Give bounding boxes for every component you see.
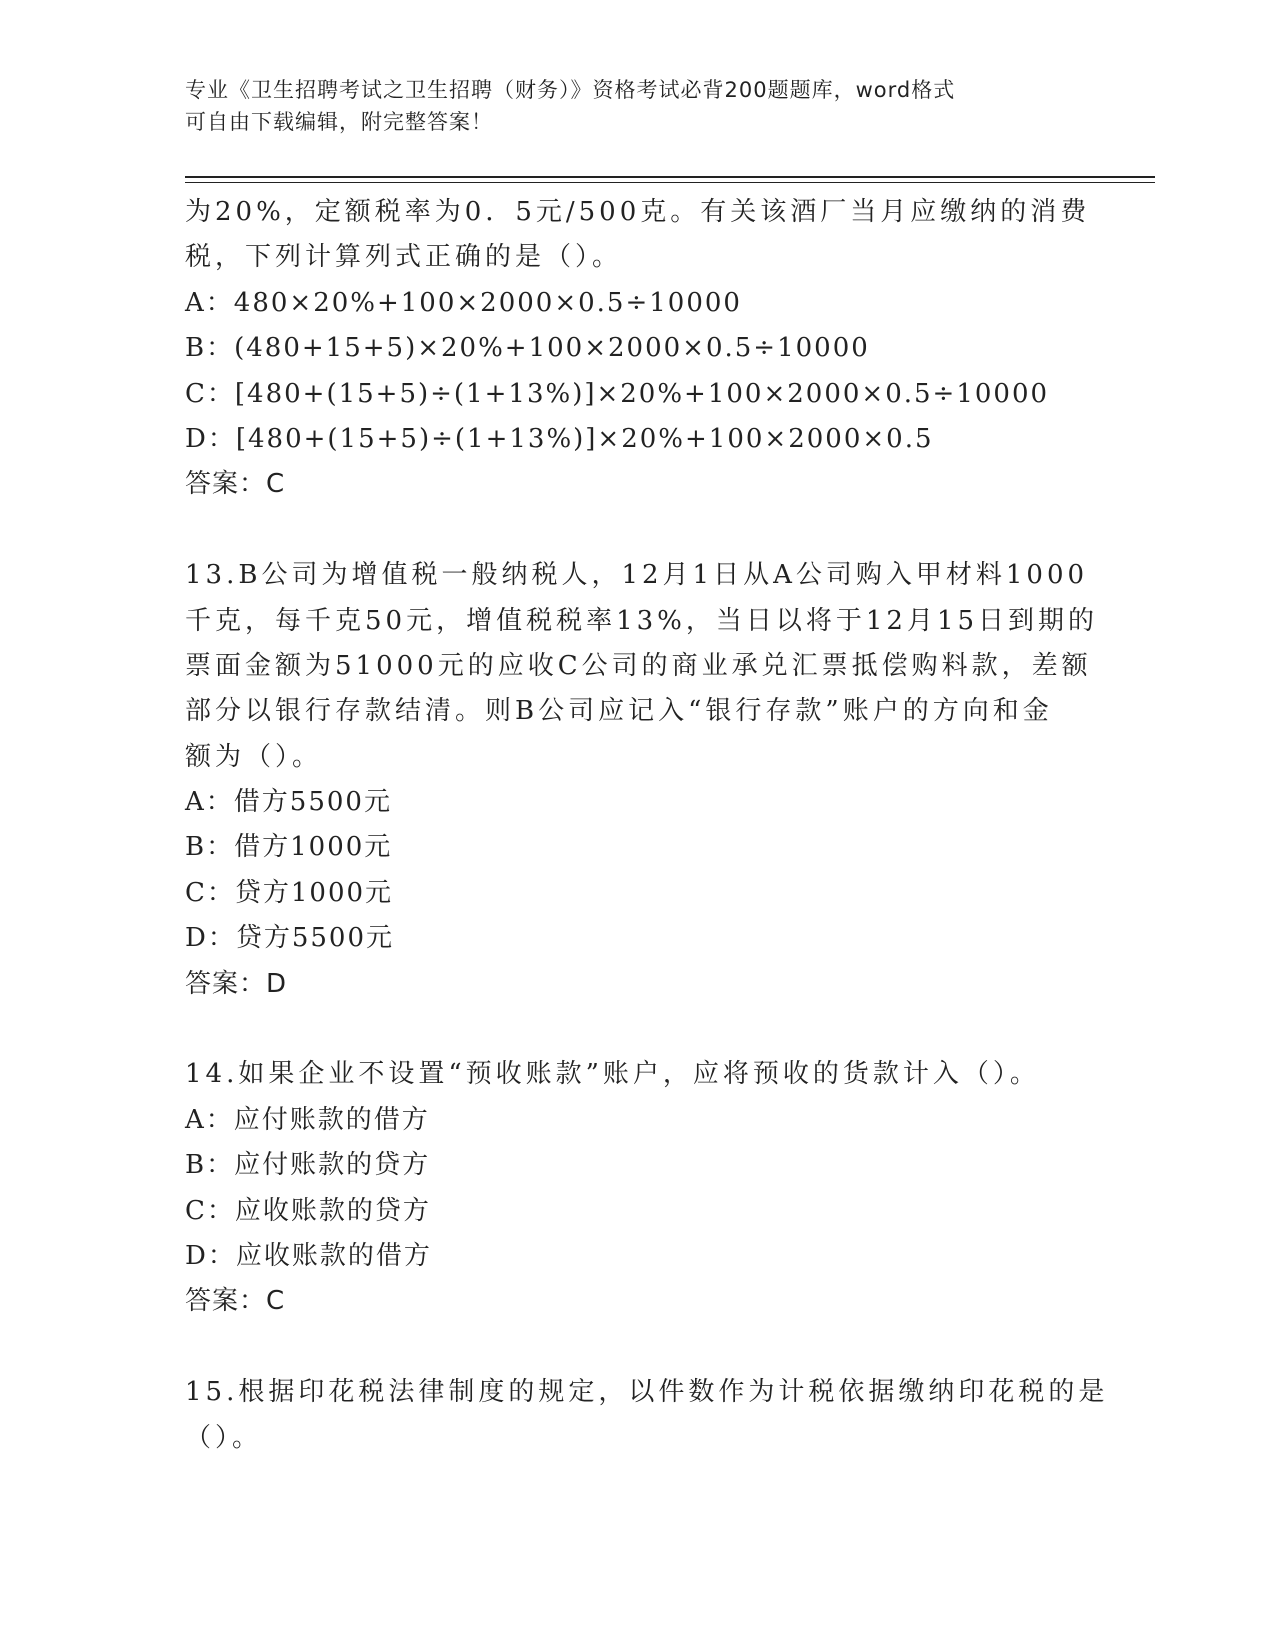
option-c: C：贷方1000元	[185, 877, 394, 908]
header-divider-thick	[185, 176, 1155, 178]
question-stem-line: 为20%，定额税率为0．5元/500克。有关该酒厂当月应缴纳的消费	[185, 197, 1091, 227]
question-spacer	[185, 508, 1085, 553]
question-spacer	[185, 1007, 1085, 1052]
question-stem-line: 票面金额为51000元的应收C公司的商业承兑汇票抵偿购料款，差额	[185, 650, 1092, 681]
option-a: A：应付账款的借方	[185, 1104, 430, 1135]
answer-line: 答案：C	[185, 469, 286, 500]
question-12	[185, 190, 1091, 508]
option-a: A：借方5500元	[185, 787, 392, 818]
question-stem-line: 税，下列计算列式正确的是（）。	[185, 242, 623, 273]
question-stem-line: 13.B公司为增值税一般纳税人，12月1日从A公司购入甲材料1000	[185, 560, 1089, 591]
option-d: D：应收账款的借方	[185, 1240, 432, 1271]
document-header	[185, 74, 1065, 138]
question-stem-line: 额为（）。	[185, 741, 323, 772]
option-d: D：[480+(15+5)÷(1+13%)]×20%+100×2000×0.5	[185, 423, 934, 454]
option-d: D：贷方5500元	[185, 923, 395, 954]
option-a: A：480×20%+100×2000×0.5÷10000	[185, 287, 742, 318]
option-b: B：(480+15+5)×20%+100×2000×0.5÷10000	[185, 333, 870, 364]
question-14	[185, 1052, 1085, 1324]
header-subtitle-line: 可自由下载编辑，附完整答案！	[185, 110, 493, 134]
option-b: B：应付账款的贷方	[185, 1150, 431, 1181]
header-divider-thin	[185, 182, 1155, 183]
question-spacer	[185, 1325, 1085, 1370]
header-title-line: 专业《卫生招聘考试之卫生招聘（财务）》资格考试必背200题题库，word格式	[185, 78, 956, 102]
question-stem-line: 14.如果企业不设置“预收账款”账户，应将预收的货款计入（）。	[185, 1059, 1040, 1090]
option-c: C：[480+(15+5)÷(1+13%)]×20%+100×2000×0.5÷10000	[185, 378, 1050, 409]
answer-line: 答案：D	[185, 968, 288, 999]
question-15	[185, 1370, 1109, 1461]
question-list	[185, 190, 1109, 1461]
question-13	[185, 553, 1099, 1007]
question-stem-line: 15.根据印花税法律制度的规定，以件数作为计税依据缴纳印花税的是	[185, 1377, 1109, 1408]
question-stem-line: 千克，每千克50元，增值税税率13%，当日以将于12月15日到期的	[185, 605, 1099, 636]
question-stem-line: （）。	[185, 1422, 263, 1453]
question-stem-line: 部分以银行存款结清。则B公司应记入“银行存款”账户的方向和金	[185, 696, 1053, 727]
option-b: B：借方1000元	[185, 832, 393, 863]
answer-line: 答案：C	[185, 1286, 286, 1317]
option-c: C：应收账款的贷方	[185, 1195, 431, 1226]
